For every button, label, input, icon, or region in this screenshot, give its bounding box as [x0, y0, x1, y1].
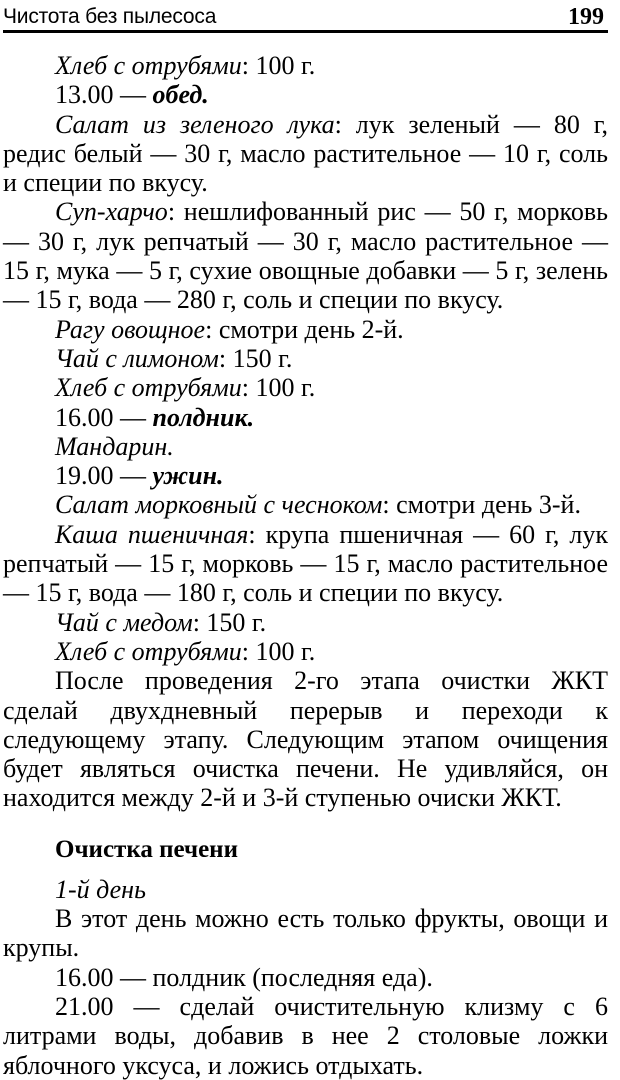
section-heading: Очистка печени — [55, 835, 238, 863]
dish-name: Рагу овощное — [55, 314, 206, 344]
menu-item — [3, 637, 608, 666]
meal-time — [3, 403, 608, 432]
dish-details: : нешлифованный рис — 50 г, морковь — 30 г, лук репчатый — 30 г, масло растительное — 15 г, мука — 5 г, сухие овощные добавки — 5 г, зелень — 15 г, вода — 280 г, соль и специи по вкусу. — [3, 197, 608, 315]
menu-item — [3, 110, 608, 198]
dish-details: : 100 г. — [241, 51, 316, 80]
menu-item — [3, 432, 608, 461]
dish-name: Хлеб с отрубями — [55, 373, 242, 403]
page-number: 199 — [568, 4, 604, 30]
dish-name: Салат морковный с чесноком — [55, 490, 383, 520]
menu-item — [3, 490, 608, 519]
paragraph-text: После проведения 2-го этапа очистки ЖКТ сделай двухдневный перерыв и переходи к следующему этапу. Следующим этапом очищения будет являться очистка печени. Не удивляйся, он находится между 2-й и 3-й ступенью очиски ЖКТ. — [3, 666, 608, 813]
meal-name: ужин. — [152, 461, 224, 491]
meal-time — [3, 80, 608, 109]
menu-item — [3, 315, 608, 344]
meal-time — [3, 461, 608, 490]
page-header — [3, 0, 608, 33]
meal-name: полдник. — [152, 402, 255, 432]
paragraph — [3, 666, 608, 812]
paragraph: В этот день можно есть только фрукты, овощи и крупы. — [3, 904, 608, 963]
page-text — [3, 51, 608, 1080]
dish-details: : 150 г. — [192, 607, 267, 637]
menu-item — [3, 373, 608, 402]
dish-name: Суп-харчо — [55, 197, 168, 227]
dish-details: : 100 г. — [241, 373, 316, 403]
dish-name: Чай с медом — [55, 607, 193, 637]
dish-details: : 150 г. — [218, 343, 293, 373]
time: 16.00 — — [55, 402, 153, 432]
dish-name: Мандарин. — [55, 431, 174, 461]
paragraph: 21.00 — сделай очистительную клизму с 6 литрами воды, добавив в нее 2 столовые ложки яблочного уксуса, и ложись отдыхать. — [3, 991, 608, 1080]
dish-name: Каша пшеничная — [55, 519, 249, 549]
menu-item — [3, 51, 608, 80]
menu-item — [3, 197, 608, 314]
dish-name: Чай с лимоном — [55, 343, 219, 373]
menu-item — [3, 608, 608, 637]
dish-details: : лук зеленый — 80 г, редис белый — 30 г, масло растительное — 10 г, соль и специи по вкусу. — [3, 109, 609, 198]
dish-details: : 100 г. — [241, 636, 316, 666]
meal-name: обед. — [152, 80, 209, 110]
dish-details: : смотри день 3-й. — [382, 490, 581, 520]
dish-name: Хлеб с отрубями — [55, 636, 242, 666]
dish-name: Салат из зеленого лука — [55, 109, 335, 139]
running-title: Чистота без пылесоса — [3, 5, 217, 28]
paragraph: 16.00 — полдник (последняя еда). — [55, 962, 433, 992]
dish-details: : смотри день 2-й. — [205, 314, 404, 344]
time: 13.00 — — [55, 80, 153, 110]
dish-name: Хлеб с отрубями — [55, 51, 242, 80]
menu-item — [3, 520, 608, 608]
day-label: 1-й день — [55, 874, 146, 904]
dish-details: : крупа пшеничная — 60 г, лук репчатый — 15 г, морковь — 15 г, масло растительное — 15 г, вода — 180 г, соль и специи по вкусу. — [3, 519, 608, 608]
menu-item — [3, 344, 608, 373]
time: 19.00 — — [55, 461, 153, 491]
